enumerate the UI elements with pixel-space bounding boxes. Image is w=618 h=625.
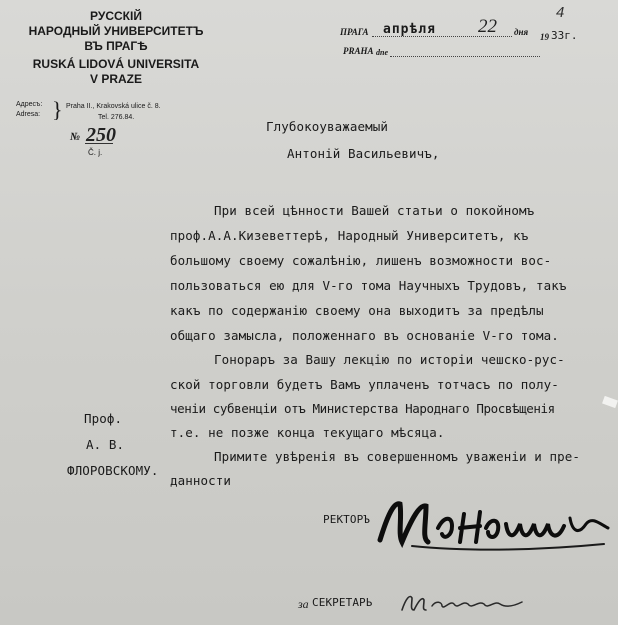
- year-prefix: 19: [540, 32, 549, 42]
- body-line: общаго замысла, положеннаго въ основанiе V-го тома.: [170, 328, 559, 343]
- recipient-line2: А. В.: [86, 437, 125, 452]
- cj-label: Č. j.: [88, 148, 103, 157]
- address-label-ru: Адресъ:: [16, 101, 43, 108]
- letterhead-ru-line2: НАРОДНЫЙ УНИВЕРСИТЕТЪ: [28, 24, 204, 38]
- number-underline: [85, 143, 113, 144]
- address-line1: Praha II., Krakovská ulice č. 8.: [66, 103, 161, 110]
- number-value: 250: [86, 124, 116, 146]
- secretary-label: СЕКРЕТАРЬ: [312, 596, 373, 609]
- body-line: данности: [170, 473, 232, 488]
- letterhead-ru-line1: РУССКIЙ: [90, 9, 142, 23]
- letterhead-cz-line2: V PRAZE: [89, 72, 142, 86]
- body-line: проф.А.А.Кизеветтерѣ, Народный Университетъ, къ: [170, 228, 529, 243]
- secretary-prefix: за: [298, 597, 309, 611]
- salutation-line1: Глубокоуважаемый: [266, 119, 389, 134]
- body-line: ской торговли будетъ Вамъ уплаченъ тотчасъ по полу-: [170, 377, 559, 392]
- salutation-line2: Антонiй Васильевичъ,: [287, 146, 440, 161]
- rector-label: РЕКТОРЪ: [323, 513, 371, 526]
- recipient-line3: ФЛОРОВСКОМУ.: [67, 463, 159, 478]
- city-cz: PRAHA: [343, 46, 374, 56]
- body-line: Примите увѣренiя въ совершенномъ уваженiи и пре-: [214, 449, 581, 464]
- paper-tear-mark: [602, 396, 618, 408]
- address-line2: Tel. 276.84.: [98, 114, 135, 121]
- date-month: апрѣля: [383, 22, 436, 37]
- recipient-line1: Проф.: [84, 411, 123, 426]
- date-dotline-2: [390, 56, 540, 57]
- body-line: Гонораръ за Вашу лекцiю по исторiи чешско-рус-: [214, 352, 565, 367]
- secretary-signature: [398, 588, 528, 618]
- letterhead-cz-line1: RUSKÁ LIDOVÁ UNIVERSITA: [32, 57, 200, 71]
- body-line: т.е. не позже конца текущаго мѣсяца.: [170, 425, 445, 440]
- body-line: ченiи субвенцiи отъ Министерства Народнаго Просвѣщенiя: [170, 401, 555, 416]
- rector-signature: [372, 494, 616, 554]
- address-brace: }: [52, 97, 63, 122]
- body-line: большому своему сожалѣнiю, лишенъ возможности вос-: [170, 253, 552, 268]
- day-label: дня: [514, 27, 529, 37]
- dne-label: dne: [376, 48, 388, 57]
- address-label-cz: Adresa:: [16, 111, 41, 118]
- body-line: пользоваться ею для V-го тома Научныхъ Трудовъ, такъ: [170, 278, 567, 293]
- date-day: 22: [478, 16, 497, 37]
- body-line: При всей цѣнности Вашей статьи о покойномъ: [214, 203, 535, 218]
- letterhead-ru-line3: ВЪ ПРАГѢ: [84, 39, 148, 53]
- city-ru: ПРАГА: [340, 27, 369, 37]
- page-number: 4: [556, 4, 565, 21]
- number-label: №: [70, 131, 81, 143]
- year-suffix: 33г.: [551, 29, 578, 42]
- body-line: какъ по содержанiю своему она выходитъ за предѣлы: [170, 303, 544, 318]
